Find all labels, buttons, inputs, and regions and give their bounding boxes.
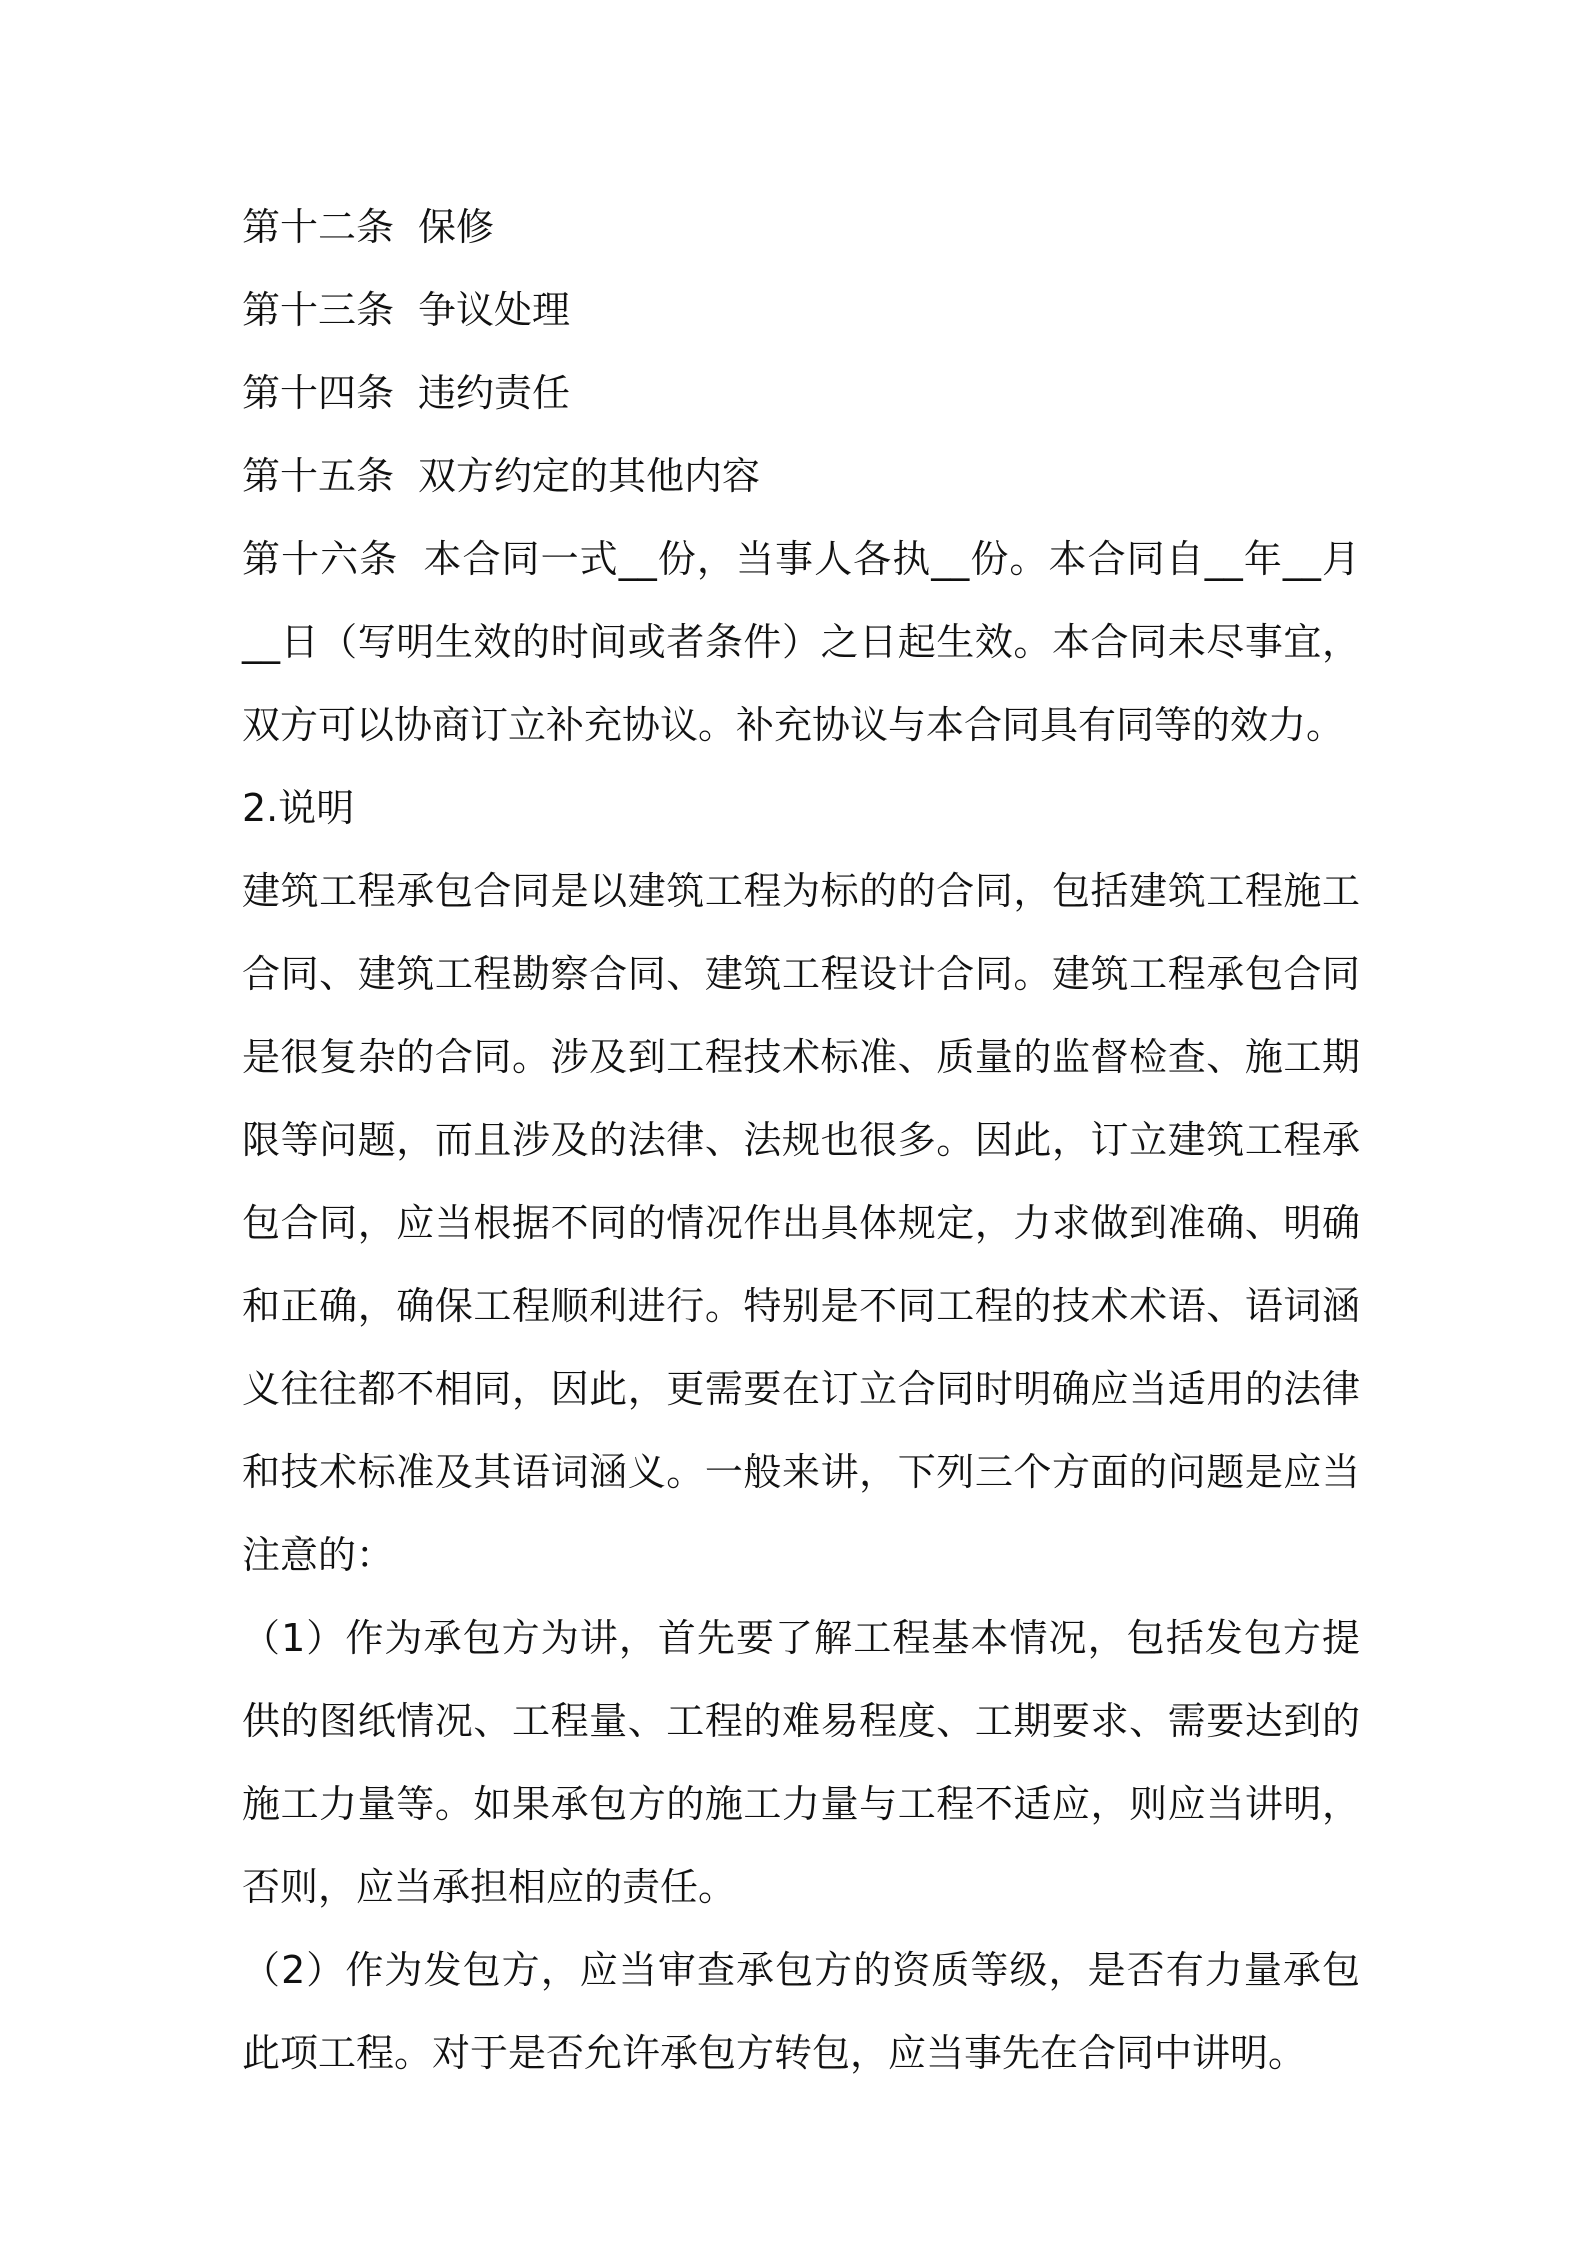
list-item-2: （2）作为发包方，应当审查承包方的资质等级，是否有力量承包此项工程。对于是否允许承包方转包，应当事先在合同中讲明。 xyxy=(242,1948,1360,2075)
article-number: 第十三条 xyxy=(242,288,395,332)
section-paragraph: 建筑工程承包合同是以建筑工程为标的的合同，包括建筑工程施工合同、建筑工程勘察合同、建筑工程设计合同。建筑工程承包合同是很复杂的合同。涉及到工程技术标准、质量的监督检查、施工期限等问题，而且涉及的法律、法规也很多。因此，订立建筑工程承包合同，应当根据不同的情况作出具体规定，力求做到准确、明确和正确，确保工程顺利进行。特别是不同工程的技术术语、语词涵义往往都不相同，因此，更需要在订立合同时明确应当适用的法律和技术标准及其语词涵义。一般来讲，下列三个方面的问题是应当注意的： xyxy=(242,869,1360,1577)
section-heading: 2.说明 xyxy=(242,786,355,830)
article-title: 违约责任 xyxy=(418,371,571,415)
article-number: 第十四条 xyxy=(242,371,395,415)
article-13 xyxy=(242,269,1360,352)
article-title: 保修 xyxy=(418,205,495,249)
document-body xyxy=(242,186,1360,2095)
article-16-text: 本合同一式__份，当事人各执__份。本合同自__年__月__日（写明生效的时间或者条件）之日起生效。本合同未尽事宜，双方可以协商订立补充协议。补充协议与本合同具有同等的效力。 xyxy=(242,537,1360,747)
article-16 xyxy=(242,518,1360,767)
article-title: 双方约定的其他内容 xyxy=(418,454,761,498)
article-12 xyxy=(242,186,1360,269)
article-number: 第十二条 xyxy=(242,205,395,249)
article-14 xyxy=(242,352,1360,435)
article-title: 争议处理 xyxy=(418,288,571,332)
article-number: 第十六条 xyxy=(242,537,399,581)
list-item-1: （1）作为承包方为讲，首先要了解工程基本情况，包括发包方提供的图纸情况、工程量、工程的难易程度、工期要求、需要达到的施工力量等。如果承包方的施工力量与工程不适应，则应当讲明，否则，应当承担相应的责任。 xyxy=(242,1616,1360,1909)
article-number: 第十五条 xyxy=(242,454,395,498)
article-15 xyxy=(242,435,1360,518)
